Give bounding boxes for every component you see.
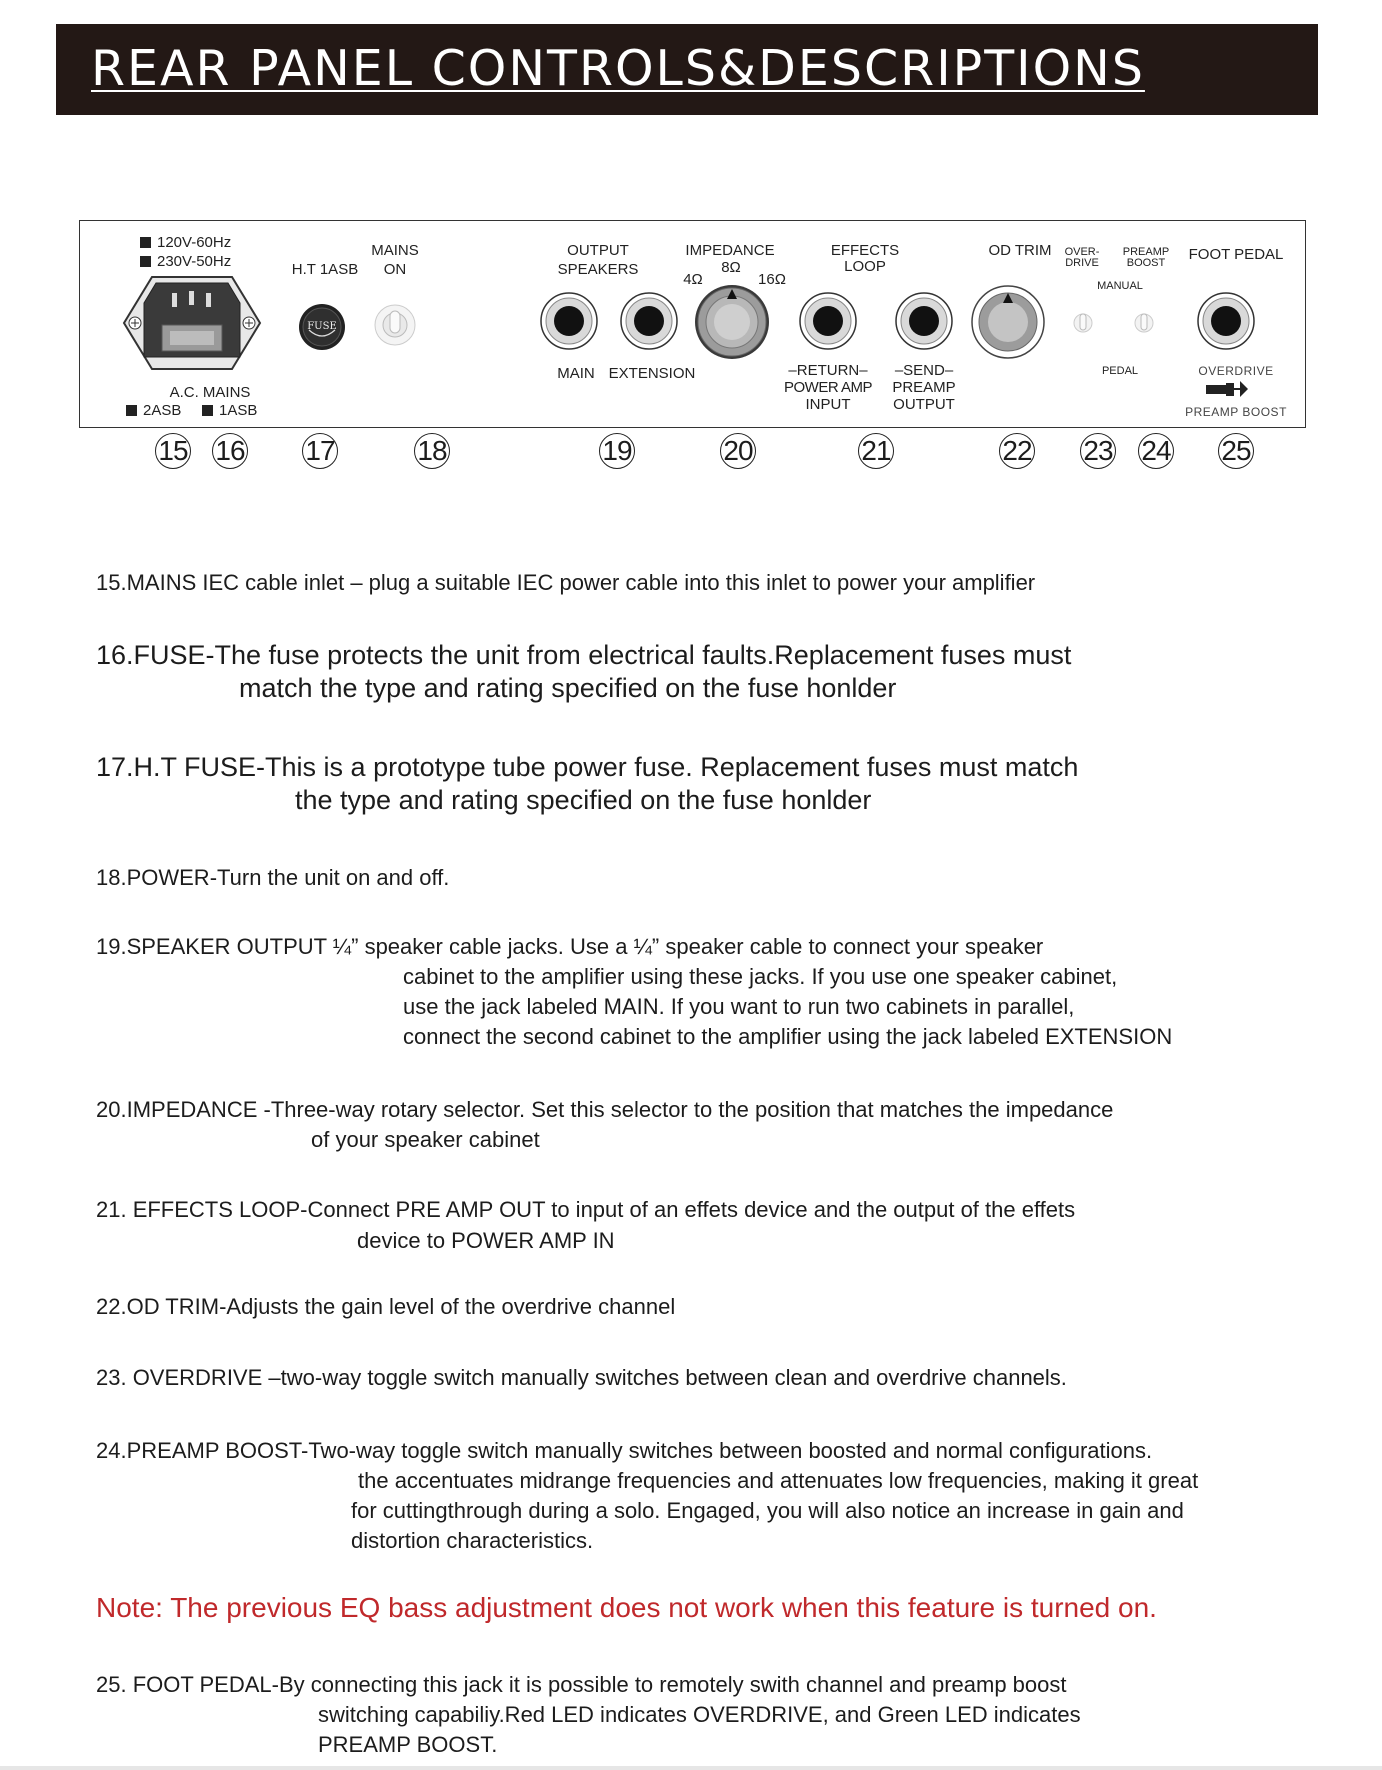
foot-pedal-label: FOOT PEDAL bbox=[1188, 246, 1284, 263]
input-label: INPUT bbox=[805, 396, 851, 413]
od-trim-label: OD TRIM bbox=[988, 242, 1052, 259]
extension-jack-icon bbox=[619, 291, 679, 351]
effects-loop-label-1: EFFECTS bbox=[830, 242, 900, 259]
fuse-2asb-label: 2ASB bbox=[126, 402, 181, 420]
header-bar bbox=[56, 24, 1318, 115]
iec-inlet-icon bbox=[122, 273, 262, 373]
impedance-label: IMPEDANCE bbox=[685, 242, 775, 259]
callout-24: 24 bbox=[1138, 433, 1174, 469]
description-19: 19.SPEAKER OUTPUT ¼” speaker cable jacks. Use a ¼” speaker cable to connect your speaker cabinet to the amplifier using these jacks. If you use one speaker cabinet, use the jack labeled MAIN. If you want to run two cabinets in parallel, connect the second cabinet to the amplifier using the jack labeled EXTENSION bbox=[96, 934, 1173, 1049]
callout-20: 20 bbox=[720, 433, 756, 469]
impedance-selector-knob-icon bbox=[693, 283, 771, 361]
preamp-boost-label-2: BOOST bbox=[1126, 257, 1166, 269]
description-18: 18.POWER-Turn the unit on and off. bbox=[96, 865, 450, 890]
preamp-boost-label-1: PREAMP bbox=[1122, 246, 1170, 258]
description-20: 20.IMPEDANCE -Three-way rotary selector. Set this selector to the position that matches the impedance of your speaker cabinet bbox=[96, 1097, 1114, 1152]
od-trim-knob-icon bbox=[970, 284, 1046, 360]
callout-15: 15 bbox=[155, 433, 191, 469]
pedal-label: PEDAL bbox=[1101, 365, 1139, 377]
impedance-4-label: 4Ω bbox=[683, 271, 703, 288]
description-16: 16.FUSE-The fuse protects the unit from electrical faults.Replacement fuses must match the type and rating specified on the fuse honlder bbox=[96, 640, 1072, 703]
output-speakers-label-2: SPEAKERS bbox=[557, 261, 639, 278]
impedance-8-label: 8Ω bbox=[721, 259, 741, 276]
callout-19: 19 bbox=[599, 433, 635, 469]
effects-loop-label-2: LOOP bbox=[844, 258, 886, 275]
page-title: REAR PANEL CONTROLS&DESCRIPTIONS bbox=[91, 40, 1145, 97]
callout-18: 18 bbox=[414, 433, 450, 469]
description-21: 21. EFFECTS LOOP-Connect PRE AMP OUT to input of an effets device and the output of the effets device to POWER AMP IN bbox=[96, 1197, 1076, 1253]
preamp-label: PREAMP bbox=[892, 379, 956, 396]
main-jack-icon bbox=[539, 291, 599, 351]
output-label: OUTPUT bbox=[893, 396, 955, 413]
send-label: –SEND– bbox=[894, 362, 954, 379]
callout-22: 22 bbox=[999, 433, 1035, 469]
page-bottom-edge bbox=[0, 1766, 1382, 1770]
fuse-1asb-label: 1ASB bbox=[202, 402, 257, 420]
callout-21: 21 bbox=[858, 433, 894, 469]
checkbox-square-icon bbox=[140, 256, 151, 267]
description-17: 17.H.T FUSE-This is a prototype tube power fuse. Replacement fuses must match the type and rating specified on the fuse honlder bbox=[96, 752, 1079, 815]
power-amp-label: POWER AMP bbox=[783, 379, 872, 396]
extension-label: EXTENSION bbox=[608, 365, 696, 382]
overdrive-label: OVERDRIVE bbox=[1198, 364, 1274, 378]
mains-on-label-2: ON bbox=[383, 261, 407, 278]
checkbox-square-icon bbox=[202, 405, 213, 416]
voltage-120-label: 120V-60Hz bbox=[140, 234, 231, 252]
main-label: MAIN bbox=[557, 365, 595, 382]
over-drive-label-1: OVER- bbox=[1064, 246, 1100, 258]
mains-on-label-1: MAINS bbox=[371, 242, 419, 259]
description-25: 25. FOOT PEDAL-By connecting this jack it is possible to remotely swith channel and preamp boost switching capabiliy.Red LED indicates OVERDRIVE, and Green LED indicates PREAMP BOOST. bbox=[96, 1672, 1081, 1757]
description-23: 23. OVERDRIVE –two-way toggle switch manually switches between clean and overdrive channels. bbox=[96, 1365, 1067, 1390]
send-jack-icon bbox=[894, 291, 954, 351]
preamp-boost-toggle-icon bbox=[1134, 309, 1154, 337]
output-speakers-label-1: OUTPUT bbox=[567, 242, 629, 259]
preamp-boost-bottom-label: PREAMP BOOST bbox=[1185, 405, 1287, 419]
fuse-cap-label: FUSE bbox=[307, 321, 337, 332]
callout-23: 23 bbox=[1080, 433, 1116, 469]
ht-fuse-label: H.T 1ASB bbox=[291, 261, 359, 278]
description-24: 24.PREAMP BOOST-Two-way toggle switch manually switches between boosted and normal configurations. the accentuates midrange frequencies and attenuates low frequencies, making it great for cuttingthrough during a solo. Engaged, you will also notice an increase in gain and distortion characteristics. bbox=[96, 1438, 1199, 1553]
over-drive-label-2: DRIVE bbox=[1065, 257, 1099, 269]
manual-label: MANUAL bbox=[1097, 280, 1143, 292]
ac-mains-label: A.C. MAINS bbox=[169, 384, 251, 401]
foot-pedal-jack-icon bbox=[1196, 291, 1256, 351]
description-15: 15.MAINS IEC cable inlet – plug a suitable IEC power cable into this inlet to power your amplifier bbox=[96, 570, 1036, 595]
return-jack-icon bbox=[798, 291, 858, 351]
note-warning: Note: The previous EQ bass adjustment does not work when this feature is turned on. bbox=[96, 1592, 1157, 1623]
power-switch-icon bbox=[373, 301, 417, 349]
overdrive-toggle-icon bbox=[1073, 309, 1093, 337]
return-label: –RETURN– bbox=[788, 362, 868, 379]
checkbox-square-icon bbox=[140, 237, 151, 248]
footswitch-plug-icon bbox=[1204, 379, 1252, 399]
rear-panel-diagram bbox=[79, 220, 1306, 428]
description-22: 22.OD TRIM-Adjusts the gain level of the overdrive channel bbox=[96, 1294, 676, 1319]
checkbox-square-icon bbox=[126, 405, 137, 416]
callout-17: 17 bbox=[302, 433, 338, 469]
callout-25: 25 bbox=[1218, 433, 1254, 469]
callout-16: 16 bbox=[212, 433, 248, 469]
impedance-16-label: 16Ω bbox=[758, 271, 786, 288]
voltage-230-label: 230V-50Hz bbox=[140, 253, 231, 271]
